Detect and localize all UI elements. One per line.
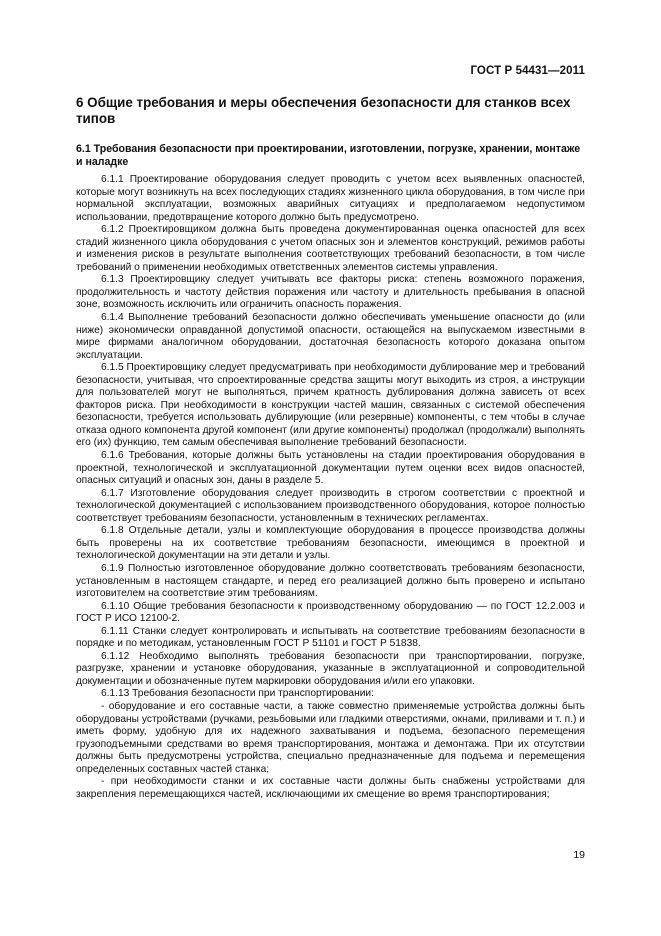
paragraph-6-1-2: 6.1.2 Проектировщиком должна быть проведена документированная оценка опасностей для всех стадий жизненного цикла оборудования с учетом опасных зон и элементов конструкций, режимов работы и изменения рисков в результате выполнения соответствующих требований безопасности, в том числе требований о применении необходимых ответственных элементов системы управления. xyxy=(76,224,585,273)
paragraph-6-1-13: 6.1.13 Требования безопасности при транспортировании: xyxy=(101,688,374,700)
paragraph-6-1-4: 6.1.4 Выполнение требований безопасности должно обеспечивать уменьшение опасности до (или ниже) экономически оправданной допустимой опасности, остающейся на выпускаемом известными в мире фирмами аналогичном оборудовании, достаточная безопасность которого доказана опытом эксплуатации. xyxy=(76,312,585,361)
list-item: - оборудование и его составные части, а также совместно применяемые устройства должны быть оборудованы устройствами (ручками, резьбовыми или гладкими отверстиями, окнами, приливами и т. п.) и иметь форму, удобную для их надежного захватывания и подъема, безопасного перемещения грузоподъемными средствами во время транспортирования, монтажа и демонтажа. При их отсутствии должны быть предусмотрены устройства, специально предназначенные для подъема и перемещения определенных составных частей станка; xyxy=(76,700,585,775)
document-header: ГОСТ Р 54431—2011 xyxy=(470,65,585,77)
subsection-title: 6.1 Требования безопасности при проектировании, изготовлении, погрузке, хранении, монтаже и наладке xyxy=(76,143,581,168)
paragraph-6-1-11: 6.1.11 Станки следует контролировать и испытывать на соответствие требованиям безопасности в порядке и по методикам, установленным ГОСТ Р 51101 и ГОСТ Р 51838. xyxy=(76,625,585,650)
paragraph-6-1-9: 6.1.9 Полностью изготовленное оборудование должно соответствовать требованиям безопасности, установленным в настоящем стандарте, и перед его реализацией должно быть проверено и испытано изготовителем на соответствие этим требованиям. xyxy=(76,562,585,600)
paragraph-6-1-10: 6.1.10 Общие требования безопасности к производственному оборудованию — по ГОСТ 12.2.003 и ГОСТ Р ИСО 12100-2. xyxy=(76,600,585,625)
paragraph-6-1-5: 6.1.5 Проектировщику следует предусматривать при необходимости дублирование мер и требований безопасности, учитывая, что спроектированные средства защиты могут выходить из строя, а инструкции для пользователей могут не выполняться, причем кратность дублирования должна зависеть от всех факторов риска. При необходимости в конструкции частей машин, связанных с системой обеспечения безопасности, требуется использовать дублирующие (или резервные) компоненты, с тем чтобы в случае отказа одного компонента другой компонент (или другие компоненты) продолжал (продолжали) выполнять его (их) функцию, тем самым обеспечивая выполнение требований безопасности. xyxy=(76,362,585,449)
document-body xyxy=(76,95,585,801)
paragraph-6-1-8: 6.1.8 Отдельные детали, узлы и комплектующие оборудования в процессе производства должны быть проверены на их соответствие требованиям безопасности, имеющимся в проектной и технологической документации на эти детали и узлы. xyxy=(76,525,585,562)
paragraph-6-1-1: 6.1.1 Проектирование оборудования следует проводить с учетом всех выявленных опасностей, которые могут возникнуть на всех последующих стадиях жизненного цикла оборудования, в том числе при нормальной эксплуатации, возможных аварийных ситуациях и предполагаемом недопустимом использовании, предотвращение которого должно быть предусмотрено. xyxy=(76,174,585,223)
page-number: 19 xyxy=(573,849,585,861)
paragraph-6-1-7: 6.1.7 Изготовление оборудования следует производить в строгом соответствии с проектной и технологической документацией с использованием производственного оборудования, которое полностью соответствует требованиям безопасности, установленным в технических регламентах. xyxy=(76,487,585,524)
section-title: 6 Общие требования и меры обеспечения безопасности для станков всех типов xyxy=(76,95,571,126)
list-item: - при необходимости станки и их составные части должны быть снабжены устройствами для закрепления перемещающихся частей, исключающими их смещение во время транспортирования; xyxy=(76,776,585,800)
paragraph-6-1-3: 6.1.3 Проектировщику следует учитывать все факторы риска: степень возможного поражения, продолжительность и частоту действия поражения или частоту и длительность пребывания в опасной зоне, возможность исключить или ограничить опасность поражения. xyxy=(76,274,585,311)
paragraph-6-1-12: 6.1.12 Необходимо выполнять требования безопасности при транспортировании, погрузке, разгрузке, хранении и установке оборудования, указанные в эксплуатационной и сопроводительной документации и обозначенные путем маркировки оборудования и/или его упаковки. xyxy=(76,650,585,687)
paragraph-6-1-6: 6.1.6 Требования, которые должны быть установлены на стадии проектирования оборудования в проектной, технологической и эксплуатационной документации путем оценки всех видов опасностей, опасных ситуаций и опасных зон, даны в разделе 5. xyxy=(76,450,585,487)
